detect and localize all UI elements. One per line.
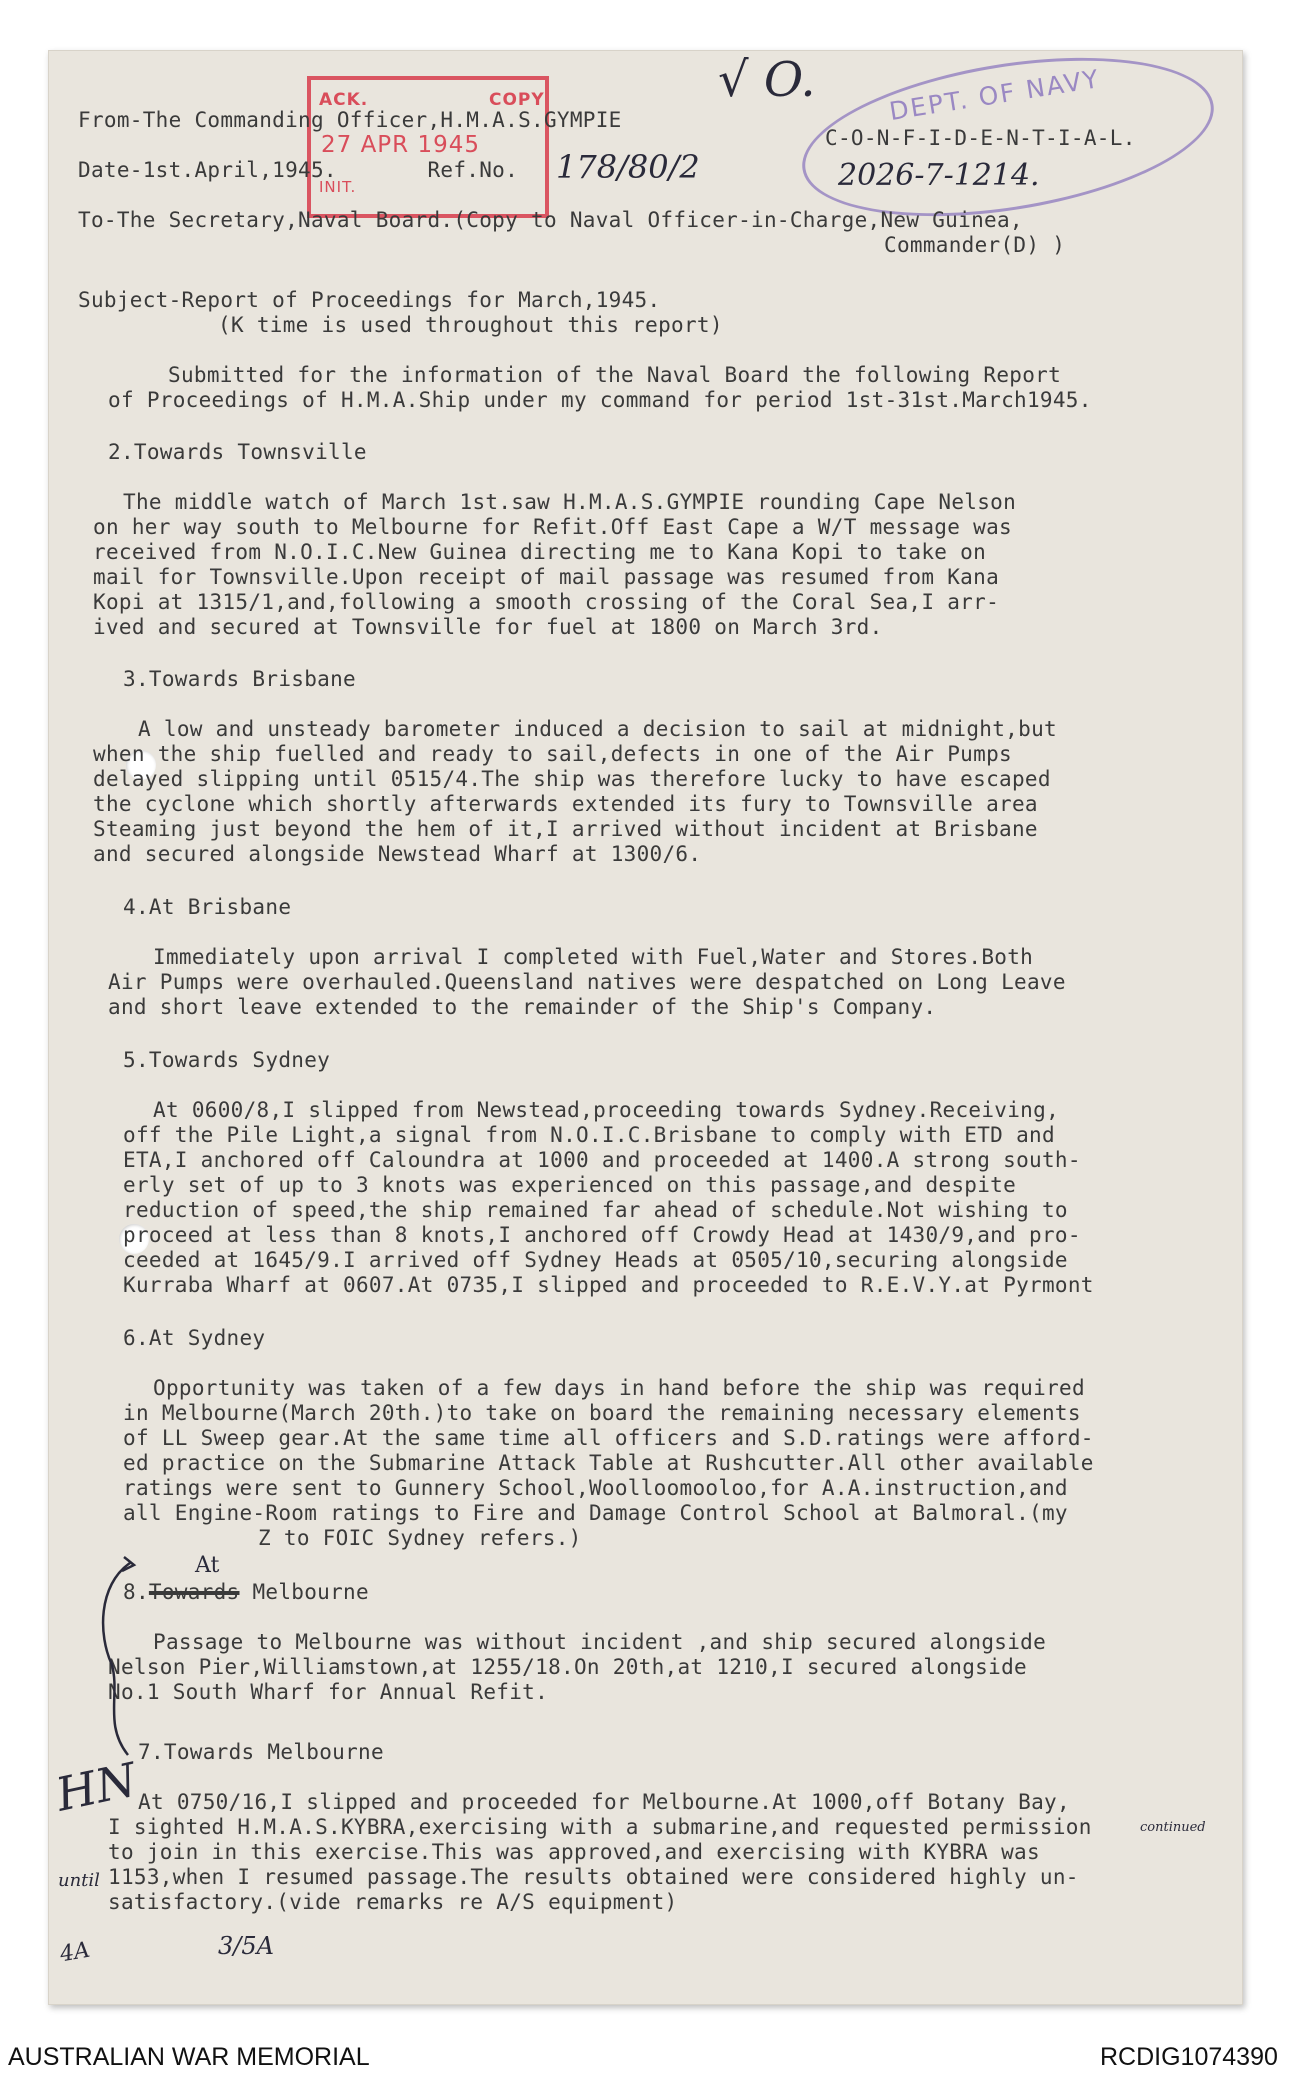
section-line: received from N.O.I.C.New Guinea directing me to Kana Kopi to take on: [93, 540, 987, 564]
section-line: At 0750/16,I slipped and proceeded for Melbourne.At 1000,off Botany Bay,: [138, 1790, 1070, 1814]
section-line: Kurraba Wharf at 0607.At 0735,I slipped and proceeded to R.E.V.Y.at Pyrmont: [123, 1273, 1094, 1297]
section-line: reduction of speed,the ship remained far ahead of schedule.Not wishing to: [123, 1198, 1068, 1222]
intro-line-2: of Proceedings of H.M.A.Ship under my command for period 1st-31st.March1945.: [108, 388, 1092, 412]
section-line: Kopi at 1315/1,and,following a smooth crossing of the Coral Sea,I arr-: [93, 590, 1000, 614]
date-line: Date-1st.April,1945. Ref.No.: [78, 158, 519, 182]
folio-mark-handwritten: 3/5A: [218, 1932, 274, 1960]
from-line: From-The Commanding Officer,H.M.A.S.GYMPIE: [78, 108, 622, 132]
ref-number-handwritten: 178/80/2: [556, 148, 700, 186]
section-line: satisfactory.(vide remarks re A/S equipment): [108, 1890, 678, 1914]
section-line: all Engine-Room ratings to Fire and Damage Control School at Balmoral.(my: [123, 1501, 1068, 1525]
section-heading: 4.At Brisbane: [123, 895, 292, 919]
footer-id: RCDIG1074390: [1100, 2043, 1278, 2071]
section-line: ETA,I anchored off Caloundra at 1000 and proceeded at 1400.A strong south-: [123, 1148, 1081, 1172]
section-heading-rest: Melbourne: [239, 1580, 369, 1604]
section-line: erly set of up to 3 knots was experienced on this passage,and despite: [123, 1173, 1017, 1197]
ack-stamp-label-right: COPY: [489, 90, 545, 110]
section-line: and secured alongside Newstead Wharf at 1300/6.: [93, 842, 702, 866]
section-line: delayed slipping until 0515/4.The ship was therefore lucky to have escaped: [93, 767, 1051, 791]
section-line: in Melbourne(March 20th.)to take on board the remaining necessary elements: [123, 1401, 1081, 1425]
section-number: 8.: [123, 1580, 149, 1604]
dept-stamp-label: DEPT. OF NAVY: [887, 64, 1103, 127]
until-handwritten: until: [58, 1870, 100, 1891]
section-line: of LL Sweep gear.At the same time all officers and S.D.ratings were afford-: [123, 1426, 1094, 1450]
ack-stamp-init: INIT.: [319, 178, 357, 196]
acknowledgement-stamp: [307, 76, 549, 218]
section-line: ratings were sent to Gunnery School,Woolloomooloo,for A.A.instruction,and: [123, 1476, 1068, 1500]
section-heading: 7.Towards Melbourne: [138, 1740, 384, 1764]
heading-insert-handwritten: At: [195, 1553, 220, 1578]
dept-file-number-handwritten: 2026-7-1214.: [838, 158, 1040, 193]
section-line: The middle watch of March 1st.saw H.M.A.S.GYMPIE rounding Cape Nelson: [123, 490, 1017, 514]
section-heading: 6.At Sydney: [123, 1326, 266, 1350]
classification-label: C-O-N-F-I-D-E-N-T-I-A-L.: [825, 126, 1136, 150]
section-line: Steaming just beyond the hem of it,I arrived without incident at Brisbane: [93, 817, 1038, 841]
subject-line: Subject-Report of Proceedings for March,1945.: [78, 288, 661, 312]
section-line: mail for Townsville.Upon receipt of mail passage was resumed from Kana: [93, 565, 1000, 589]
document-page: [48, 50, 1243, 2005]
tick-mark-handwritten: √ O.: [718, 52, 816, 108]
intro-line-1: Submitted for the information of the Naval Board the following Report: [168, 363, 1062, 387]
section-line: to join in this exercise.This was approved,and exercising with KYBRA was: [108, 1840, 1040, 1864]
to-line-continued: Commander(D) ): [884, 233, 1066, 257]
section-line: Air Pumps were overhauled.Queensland natives were despatched on Long Leave: [108, 970, 1066, 994]
section-line: ed practice on the Submarine Attack Table at Rushcutter.All other available: [123, 1451, 1094, 1475]
section-line: and short leave extended to the remainder of the Ship's Company.: [108, 995, 937, 1019]
section-line: No.1 South Wharf for Annual Refit.: [108, 1680, 549, 1704]
section-line: when the ship fuelled and ready to sail,defects in one of the Air Pumps: [93, 742, 1012, 766]
page-mark-handwritten: 4A: [58, 1937, 92, 1968]
section-line: 1153,when I resumed passage.The results obtained were considered highly un-: [108, 1865, 1079, 1889]
continued-handwritten: continued: [1140, 1820, 1206, 1835]
section-line: A low and unsteady barometer induced a decision to sail at midnight,but: [138, 717, 1057, 741]
section-line: Nelson Pier,Williamstown,at 1255/18.On 20th,at 1210,I secured alongside: [108, 1655, 1027, 1679]
section-line: Z to FOIC Sydney refers.): [258, 1526, 582, 1550]
section-line: ived and secured at Townsville for fuel at 1800 on March 3rd.: [93, 615, 883, 639]
section-heading: 2.Towards Townsville: [108, 440, 367, 464]
reorder-bracket-handwritten: [90, 1555, 150, 1765]
ack-stamp-label: ACK.: [319, 90, 369, 110]
ack-stamp-date: 27 APR 1945: [321, 132, 481, 158]
section-heading: 5.Towards Sydney: [123, 1048, 331, 1072]
section-line: ceeded at 1645/9.I arrived off Sydney Heads at 0505/10,securing alongside: [123, 1248, 1068, 1272]
section-line: Immediately upon arrival I completed with Fuel,Water and Stores.Both: [153, 945, 1034, 969]
section-line: At 0600/8,I slipped from Newstead,proceeding towards Sydney.Receiving,: [153, 1098, 1060, 1122]
section-line: Opportunity was taken of a few days in hand before the ship was required: [153, 1376, 1085, 1400]
margin-initials-handwritten: HN: [51, 1752, 142, 1822]
section-line: proceed at less than 8 knots,I anchored off Crowdy Head at 1430/9,and pro-: [123, 1223, 1081, 1247]
footer-source: AUSTRALIAN WAR MEMORIAL: [8, 2043, 370, 2071]
section-line: Passage to Melbourne was without incident ,and ship secured alongside: [153, 1630, 1047, 1654]
section-line: I sighted H.M.A.S.KYBRA,exercising with a submarine,and requested permission: [108, 1815, 1092, 1839]
subject-note: (K time is used throughout this report): [218, 313, 723, 337]
section-line: off the Pile Light,a signal from N.O.I.C.Brisbane to comply with ETD and: [123, 1123, 1055, 1147]
to-line: To-The Secretary,Naval Board.(Copy to Naval Officer-in-Charge,New Guinea,: [78, 208, 1023, 232]
section-heading: [123, 1580, 369, 1605]
struck-word: Towards: [148, 1580, 240, 1604]
section-line: on her way south to Melbourne for Refit.Off East Cape a W/T message was: [93, 515, 1012, 539]
section-line: the cyclone which shortly afterwards extended its fury to Townsville area: [93, 792, 1038, 816]
section-heading: 3.Towards Brisbane: [123, 667, 356, 691]
